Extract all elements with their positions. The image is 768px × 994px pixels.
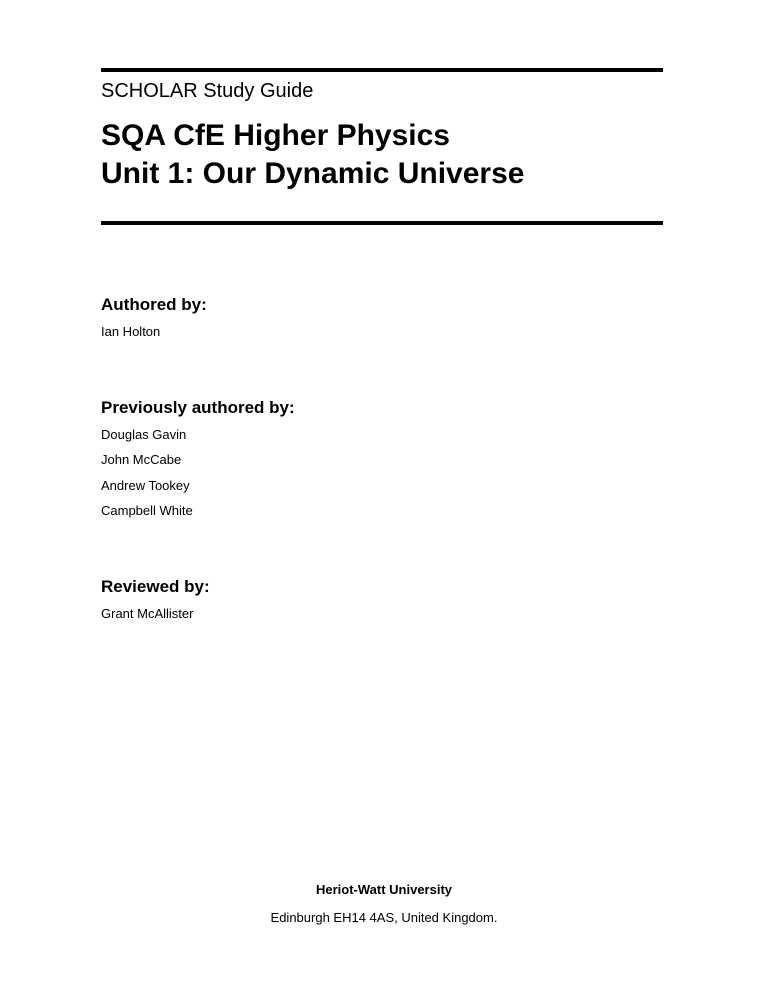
previously-authored-heading: Previously authored by: bbox=[101, 398, 295, 417]
authored-by-heading: Authored by: bbox=[101, 295, 207, 314]
previous-author-name: Douglas Gavin bbox=[101, 427, 187, 442]
series-name: SCHOLAR Study Guide bbox=[101, 80, 314, 102]
bottom-rule bbox=[101, 221, 663, 225]
publisher-address: Edinburgh EH14 4AS, United Kingdom. bbox=[270, 910, 498, 925]
title-line-1: SQA CfE Higher Physics bbox=[101, 119, 450, 152]
reviewed-by-heading: Reviewed by: bbox=[101, 577, 210, 596]
previous-author-name: Campbell White bbox=[101, 503, 193, 518]
previous-author-name: Andrew Tookey bbox=[101, 478, 190, 493]
previous-author-name: John McCabe bbox=[101, 452, 182, 467]
top-rule bbox=[101, 68, 663, 72]
publisher-name: Heriot-Watt University bbox=[315, 882, 453, 897]
document-title bbox=[101, 117, 524, 193]
title-line-2: Unit 1: Our Dynamic Universe bbox=[101, 157, 525, 190]
author-name: Ian Holton bbox=[101, 324, 161, 339]
reviewer-name: Grant McAllister bbox=[101, 606, 194, 621]
